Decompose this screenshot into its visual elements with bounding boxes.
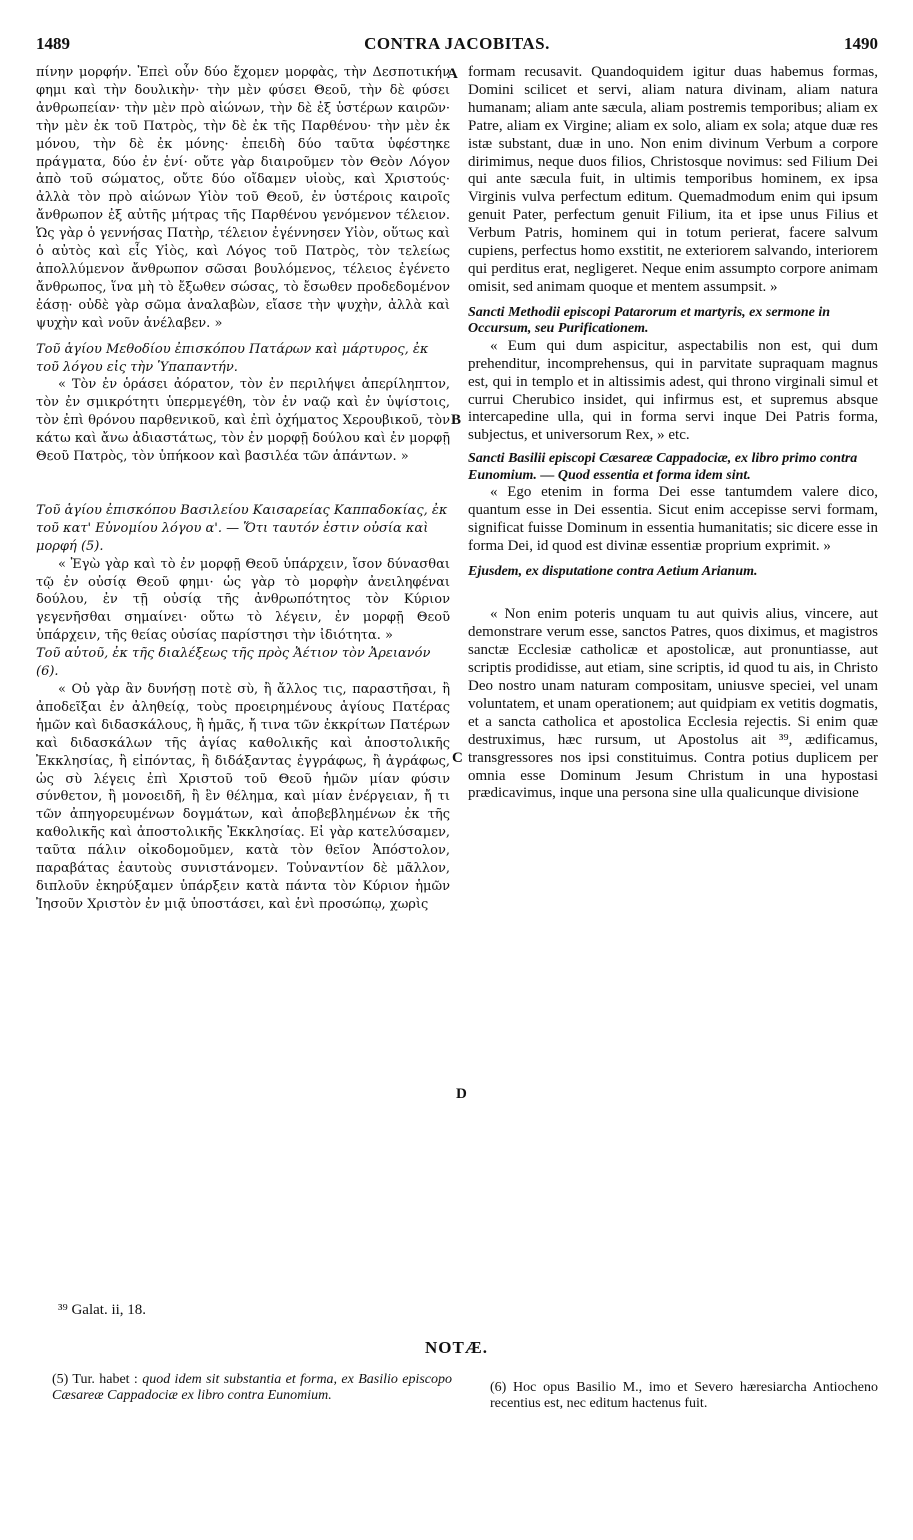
- margin-letter-a: A: [447, 66, 458, 82]
- note-6: (6) Hoc opus Basilio M., imo et Severo hæresiarcha Antiocheno recentius est, nec editum hactenus fuit.: [490, 1380, 878, 1411]
- page-number-right: 1490: [844, 34, 878, 53]
- greek-column: [36, 64, 450, 914]
- latin-heading-methodius: Sancti Methodii episcopi Patarorum et martyris, ex sermone in Occursum, seu Purificationem.: [468, 304, 831, 337]
- note-5-text: quod idem sit substantia et forma, ex Basilio episcopo Cæsareæ Cappadociæ ex libro contra Eunomium.: [52, 1372, 453, 1403]
- latin-heading-basil: Sancti Basilii episcopi Cæsareæ Cappadociæ, ex libro primo contra Eunomium. — Quod essentia et forma idem sint.: [468, 451, 858, 483]
- footnote: ³⁹ Galat. ii, 18.: [58, 1302, 147, 1318]
- greek-paragraph: πίνην μορφήν. Ἐπεὶ οὖν δύο ἔχομεν μορφὰς, τὴν Δεσποτικήν φημι καὶ τὴν δουλικὴν· τὴν μὲν φύσει Θεοῦ, τὴν δὲ φύσει ἀνθρωπείαν· τὴν μὲν πρὸ αἰώνων, τὴν δὲ ἐξ ὑστέρων καιρῶν· τὴν μὲν ἐκ τοῦ Πατρὸς, τὴν δὲ ἐκ τῆς Παρθένου· τὴν μὲν ἐκ μόνου, τὴν δὲ ἐκ μόνης· ἐπειδὴ δύο ταῦτα ὑφέστηκε πράγματα, δύο ἐν ἑνί· οὔτε γὰρ διαιροῦμεν τὸν Θεὸν Λόγον ἀπὸ τοῦ σώματος, οὔτε δύο οἴδαμεν υἱοὺς, καὶ Χριστούς· ἀλλὰ τὸν πρὸ αἰώνων Υἱὸν τοῦ Θεοῦ, ἐν ὑστέροις καιροῖς ἄνθρωπον ἐξ αὐτῆς μήτρας τῆς Παρθένου γενόμενον τέλειον. Ὡς γὰρ ὁ γεννήσας Πατὴρ, τέλειον ἐγέννησεν Υἱὸν, οὕτως καὶ ὁ αὐτὸς καὶ εἷς Υἱὸς, καὶ Λόγος τοῦ Πατρὸς, τὸν τελείως ἀπολλύμενον ἄνθρωπον σῶσαι βουλόμενος, τέλειος ἐγένετο ἄνθρωπος, ἵνα μὴ τὸ ἔξωθεν σώσας, τὸ ἔσωθεν προδεδομένον ἐάσῃ· οὐδὲ γὰρ σῶμα ἀναλαβὼν, εἴασε τὴν ψυχὴν, ἀλλὰ καὶ ψυχὴν καὶ νοῦν ἀνέλαβεν. »: [36, 65, 450, 331]
- latin-heading-aetius: Ejusdem, ex disputatione contra Aetium Arianum.: [468, 563, 758, 579]
- greek-heading-aetius: Τοῦ αὐτοῦ, ἐκ τῆς διαλέξεως τῆς πρὸς Ἀέτιον τὸν Ἀρειανόν (6).: [36, 646, 431, 680]
- margin-letter-b: B: [451, 412, 462, 428]
- running-head: CONTRA JACOBITAS.: [364, 34, 550, 53]
- notes-title: NOTÆ.: [424, 1338, 489, 1357]
- greek-paragraph: « Ἐγὼ γὰρ καὶ τὸ ἐν μορφῇ Θεοῦ ὑπάρχειν, ἴσον δύνασθαι τῷ ἐν οὐσίᾳ Θεοῦ φημι· ὡς γὰρ τὸ μορφὴν ἀνειληφέναι δούλου, ἐν τῇ οὐσίᾳ τῆς ἀνθρωπότητος τὸν Κύριον γεγενῆσθαι σημαίνει· οὕτω τὸ λέγειν, ἐν μορφῇ Θεοῦ ὑπάρχειν, τῆς θείας οὐσίας παρίστησι τὴν ἰδιότητα. »: [36, 556, 450, 644]
- note-5-prefix: (5) Tur. habet :: [52, 1372, 143, 1387]
- margin-letter-c: C: [452, 750, 463, 766]
- page-number-left: 1489: [36, 34, 70, 53]
- margin-letter-d: D: [456, 1086, 467, 1102]
- latin-paragraph: formam recusavit. Quandoquidem igitur duas habemus formas, Domini scilicet et servi, aliam natura divinam, aliam natura humanam; aliam ante sæcula, aliam postremis temporibus; aliam ex Patre, aliam ex Virgine; aliam ex solo, aliam ex sola; atque duæ res istæ substant, duæ in uno. Non enim divinum Verbum a corpore dirimimus, neque duos filios, Christosque novimus: sed Filium Dei qui ante sæcula fuit, in ultimis temporibus hominem, ex ipsa Virginis vulva perfectum editum. Quemadmodum enim qui ipsum genuit Pater, perfectum genuit Filium, ita et ipse unus Filius et Verbum Patris, hominem qui in totum perierat, facere salvum cupiens, perfectus homo exstitit, ne exteriorem salvando, interiorem qui perditus erat, negligeret. Neque enim assumpto corpore animam omisit, sed animam quoque et mentem assumpsit. »: [468, 64, 878, 295]
- greek-heading-basil: Τοῦ ἁγίου ἐπισκόπου Βασιλείου Καισαρείας Καππαδοκίας, ἐκ τοῦ κατ' Εὐνομίου λόγου α'. — Ὅτι ταυτόν ἐστιν οὐσία καὶ μορφή (5).: [36, 502, 448, 554]
- note-5: [52, 1372, 452, 1404]
- greek-paragraph: « Τὸν ἐν ὁράσει ἀόρατον, τὸν ἐν περιλήψει ἀπερίληπτον, τὸν ἐν σμικρότητι ὑπερμεγέθη, τὸν ἐν ναῷ καὶ ἐν ὑψίστοις, τὸν ἐπὶ θρόνου παρθενικοῦ, καὶ ἐπὶ ὀχήματος Χερουβικοῦ, τὸν κάτω καὶ ἄνω ἀδιαστάτως, τὸν ἐν μορφῇ δούλου καὶ ἐν μορφῇ Θεοῦ Πατρὸς, τὸν ὑπήκοον καὶ βασιλέα τῶν ἁπάντων. »: [36, 377, 450, 465]
- latin-column: [468, 64, 878, 803]
- greek-heading-methodius: Τοῦ ἁγίου Μεθοδίου ἐπισκόπου Πατάρων καὶ μάρτυρος, ἐκ τοῦ λόγου εἰς τὴν Ὑπαπαντήν.: [36, 341, 429, 375]
- latin-paragraph: « Non enim poteris unquam tu aut quivis alius, vincere, aut demonstrare verum esse, sanctos Patres, quos diximus, et magistros sanctæ Ecclesiæ catholicæ et apostolicæ, aut pronuntiasse, aut scriptis prodidisse, aut etiam, sine scriptis, id quod tu ais, in Christo Deo nostro unam naturam compositam, uniusve speciei, vel unam voluntatem, et unam operationem; aut quidpiam ex vetitis dogmatis, et a sancta catholica et apostolica Ecclesia rejectis. Si enim quæ destruximus, hæc rursum, ut Apostolus ait ³⁹, ædificamus, transgressores nos ipsi constituimus. Contra potius duplicem per omnia esse Dominum Jesum Christum in una hypostasi prædicavimus, inque una persona sine ulla qualicunque divisione: [468, 606, 878, 802]
- latin-paragraph: « Ego etenim in forma Dei esse tantumdem valere dico, quantum esse in Dei essentia. Sicut enim accepisse servi formam, significat fuisse Dominum in essentia humanitatis; sic dicere esse in forma Dei, id quod est divinæ essentiæ proprium exprimit. »: [468, 484, 878, 554]
- latin-paragraph: « Eum qui dum aspicitur, aspectabilis non est, qui dum prehenditur, incomprehensus, qui in parvitate supraquam magnus est, qui in templo et in altissimis adest, qui throno virginali simul et currui Cherubico insidet, qui infirmus est, et supremus absque intercapedine ulla, qui in forma servi inque Dei Patris forma, subjectus, et universorum Rex, » etc.: [468, 337, 878, 444]
- greek-paragraph: « Οὐ γὰρ ἂν δυνήσῃ ποτὲ σὺ, ἢ ἄλλος τις, παραστῆσαι, ἢ ἀποδεῖξαι ἐν ἀληθείᾳ, τοὺς προειρημένους ἁγίους Πατέρας ἡμῶν καὶ διδασκάλους, ἢ ἡμᾶς, ἤ τινα τῶν ἐκκρίτων Πατέρων καὶ διδασκάλων τῆς ἁγίας καθολικῆς καὶ ἀποστολικῆς Ἐκκλησίας, ἢ εἰπόντας, ἢ διδάξαντας ἐγγράφως, ἢ ἀγράφως, ὡς σὺ λέγεις ἐπὶ Χριστοῦ τοῦ Θεοῦ ἡμῶν μίαν φύσιν σύνθετον, ἢ μονοειδῆ, ἢ ἓν θέλημα, καὶ μίαν ἐνέργειαν, ἤ τι τῶν ἀπηγορευμένων δογμάτων, καὶ ἀποβεβλημένων ἐκ τῆς καθολικῆς καὶ ἀποστολικῆς Ἐκκλησίας. Εἰ γὰρ κατελύσαμεν, ταῦτα πάλιν οἰκοδομοῦμεν, κατὰ τὸν θεῖον Ἀπόστολον, παραβάτας ἑαυτοὺς συνιστάνομεν. Τοὐναντίον δὲ μᾶλλον, διπλοῦν ἐκηρύξαμεν ὑπάρξειν κατὰ πάντα τὸν Κύριον ἡμῶν Ἰησοῦν Χριστὸν ἐν μιᾷ ὑποστάσει, καὶ ἑνὶ προσώπῳ, χωρὶς: [36, 682, 450, 912]
- page-header: [36, 34, 878, 60]
